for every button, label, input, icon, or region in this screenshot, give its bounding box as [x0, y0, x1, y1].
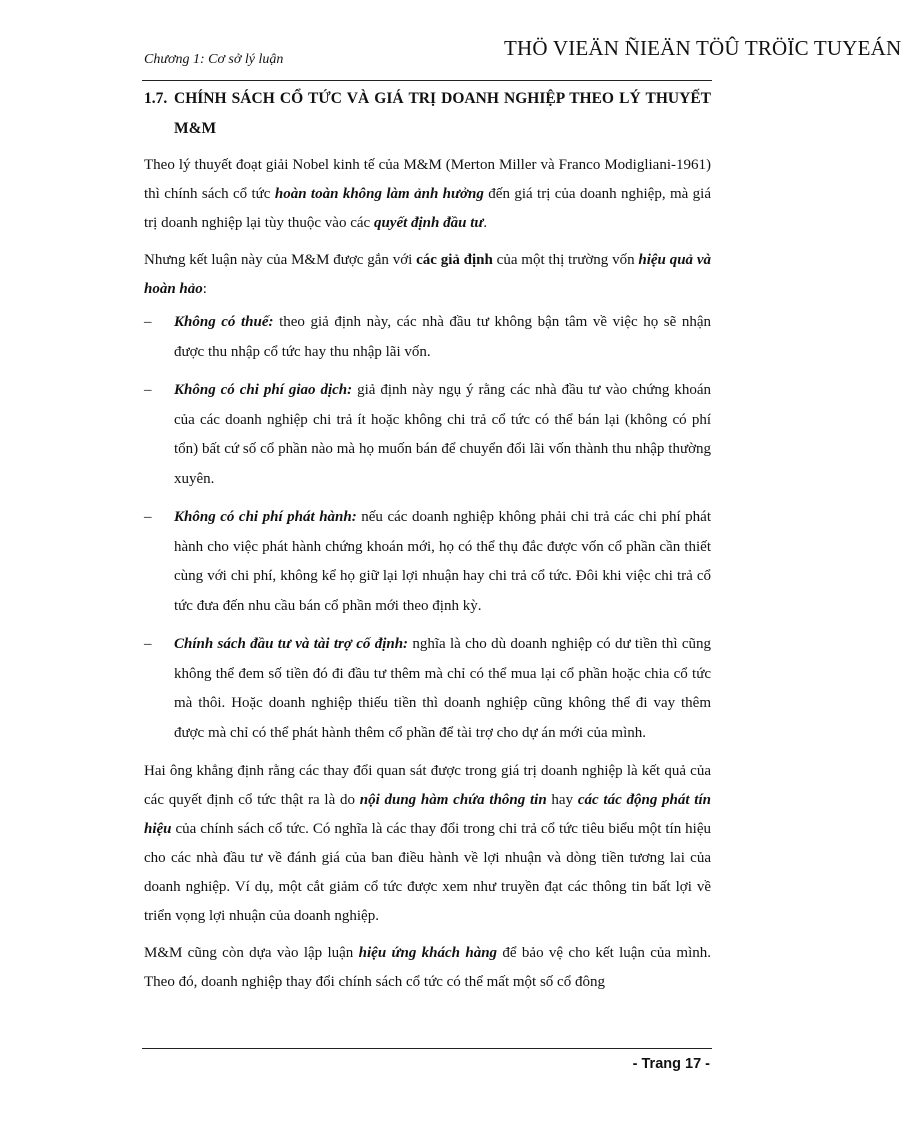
section-number: 1.7.: [144, 90, 168, 107]
paragraph-intro: [144, 151, 711, 238]
list-item: [144, 308, 711, 367]
text-run: Theo lý thuyết đoạt giải Nobel kinh tế của M&M (Merton Miller và Franco Modigliani-1961) thì chính sách cổ tức: [144, 157, 711, 202]
emphasis-text: quyết định đầu tư: [373, 215, 484, 231]
list-item-text: nếu các doanh nghiệp không phải chi trả các chi phí phát hành cho việc phát hành chứng khoán mới, họ có thể thụ đắc được vốn cổ phần cần thiết cùng với chi phí, không kể họ giữ lại lợi nhuận hay chi trả cổ tức. Đôi khi việc chi trả cổ tức đưa đến nhu cầu bán cổ phần mới theo định kỳ.: [174, 509, 711, 614]
bullet-dash: –: [144, 382, 152, 398]
assumption-list: [144, 308, 711, 748]
footer-divider: [142, 1048, 712, 1049]
list-item-term: Không có thuế:: [174, 314, 274, 330]
paragraph-signaling: [144, 757, 711, 931]
list-item-text: giả định này ngụ ý rằng các nhà đầu tư vào chứng khoán của các doanh nghiệp chi trả ít hoặc không chi trả cổ tức có thể bán lại (không có phí tổn) bất cứ số cổ phần nào mà họ muốn bán để chuyển đổi lãi vốn thành thu nhập thường xuyên.: [174, 382, 711, 487]
library-watermark: THÖ VIEÄN ÑIEÄN TÖÛ TRÖÏC TUYEÁN: [504, 36, 901, 60]
list-item-body: [174, 308, 711, 367]
list-item: [144, 376, 711, 494]
emphasis-text: hiệu quả và hoàn hảo: [144, 252, 711, 297]
text-run: :: [202, 281, 207, 297]
text-run: Hai ông khẳng định rằng các thay đổi quan sát được trong giá trị doanh nghiệp là kết quả của các quyết định cổ tức thật ra là do: [144, 763, 711, 808]
text-run: .: [483, 215, 488, 231]
text-run: để bảo vệ cho kết luận của mình. Theo đó, doanh nghiệp thay đổi chính sách cổ tức có thể mất một số cổ đông: [144, 945, 711, 990]
text-run: Nhưng kết luận này của M&M được gắn với: [144, 252, 417, 268]
text-run: M&M cũng còn dựa vào lập luận: [144, 945, 359, 961]
bullet-dash: –: [144, 314, 152, 330]
emphasis-text: nội dung hàm chứa thông tin: [359, 792, 547, 808]
text-run: hay: [546, 792, 578, 808]
section-title: CHÍNH SÁCH CỔ TỨC VÀ GIÁ TRỊ DOANH NGHIỆP THEO LÝ THUYẾT M&M: [174, 90, 711, 137]
list-item-body: [174, 503, 711, 621]
list-item-text: theo giả định này, các nhà đầu tư không bận tâm về việc họ sẽ nhận được thu nhập cổ tức hay thu nhập lãi vốn.: [174, 314, 712, 360]
emphasis-text: hoàn toàn không làm ảnh hưởng: [274, 186, 484, 202]
list-item-body: [174, 376, 711, 494]
section-heading: [144, 84, 711, 144]
paragraph-clientele: [144, 939, 711, 997]
list-item-term: Không có chi phí giao dịch:: [174, 382, 353, 398]
emphasis-text: các tác động phát tín hiệu: [144, 792, 711, 837]
bullet-dash: –: [144, 636, 152, 652]
text-run: của chính sách cổ tức. Có nghĩa là các thay đổi trong chi trả cổ tức tiêu biểu một tín hiệu cho các nhà đầu tư về đánh giá của ban điều hành về lợi nhuận và dòng tiền tương lai của doanh nghiệp. Ví dụ, một cắt giảm cổ tức được xem như truyền đạt các thông tin bất lợi về triển vọng lợi nhuận của doanh nghiệp.: [144, 821, 711, 924]
emphasis-text: hiệu ứng khách hàng: [358, 945, 498, 961]
list-item-term: Chính sách đầu tư và tài trợ cố định:: [174, 636, 409, 652]
text-run: đến giá trị của doanh nghiệp, mà giá trị doanh nghiệp lại tùy thuộc vào các: [144, 186, 711, 231]
chapter-header: Chương 1: Cơ sở lý luận: [144, 52, 284, 67]
bullet-dash: –: [144, 509, 152, 525]
list-item-text: nghĩa là cho dù doanh nghiệp có dư tiền thì cũng không thể đem số tiền đó đi đầu tư thêm mà chỉ có thể mua lại cổ phần hoặc chia cổ tức mà thôi. Hoặc doanh nghiệp thiếu tiền thì doanh nghiệp cũng không thể đi vay thêm được mà chỉ có thể phát hành thêm cổ phần để tài trợ cho dự án mới của mình.: [174, 636, 711, 741]
list-item-term: Không có chi phí phát hành:: [174, 509, 357, 525]
page-body: [144, 84, 711, 1005]
list-item: [144, 503, 711, 621]
list-item: [144, 630, 711, 748]
header-divider: [142, 80, 712, 81]
text-run: của một thị trường vốn: [492, 252, 639, 268]
list-item-body: [174, 630, 711, 748]
paragraph-assumptions: [144, 246, 711, 304]
page-number: - Trang 17 -: [632, 1056, 710, 1072]
bold-text: các giả định: [416, 252, 493, 268]
